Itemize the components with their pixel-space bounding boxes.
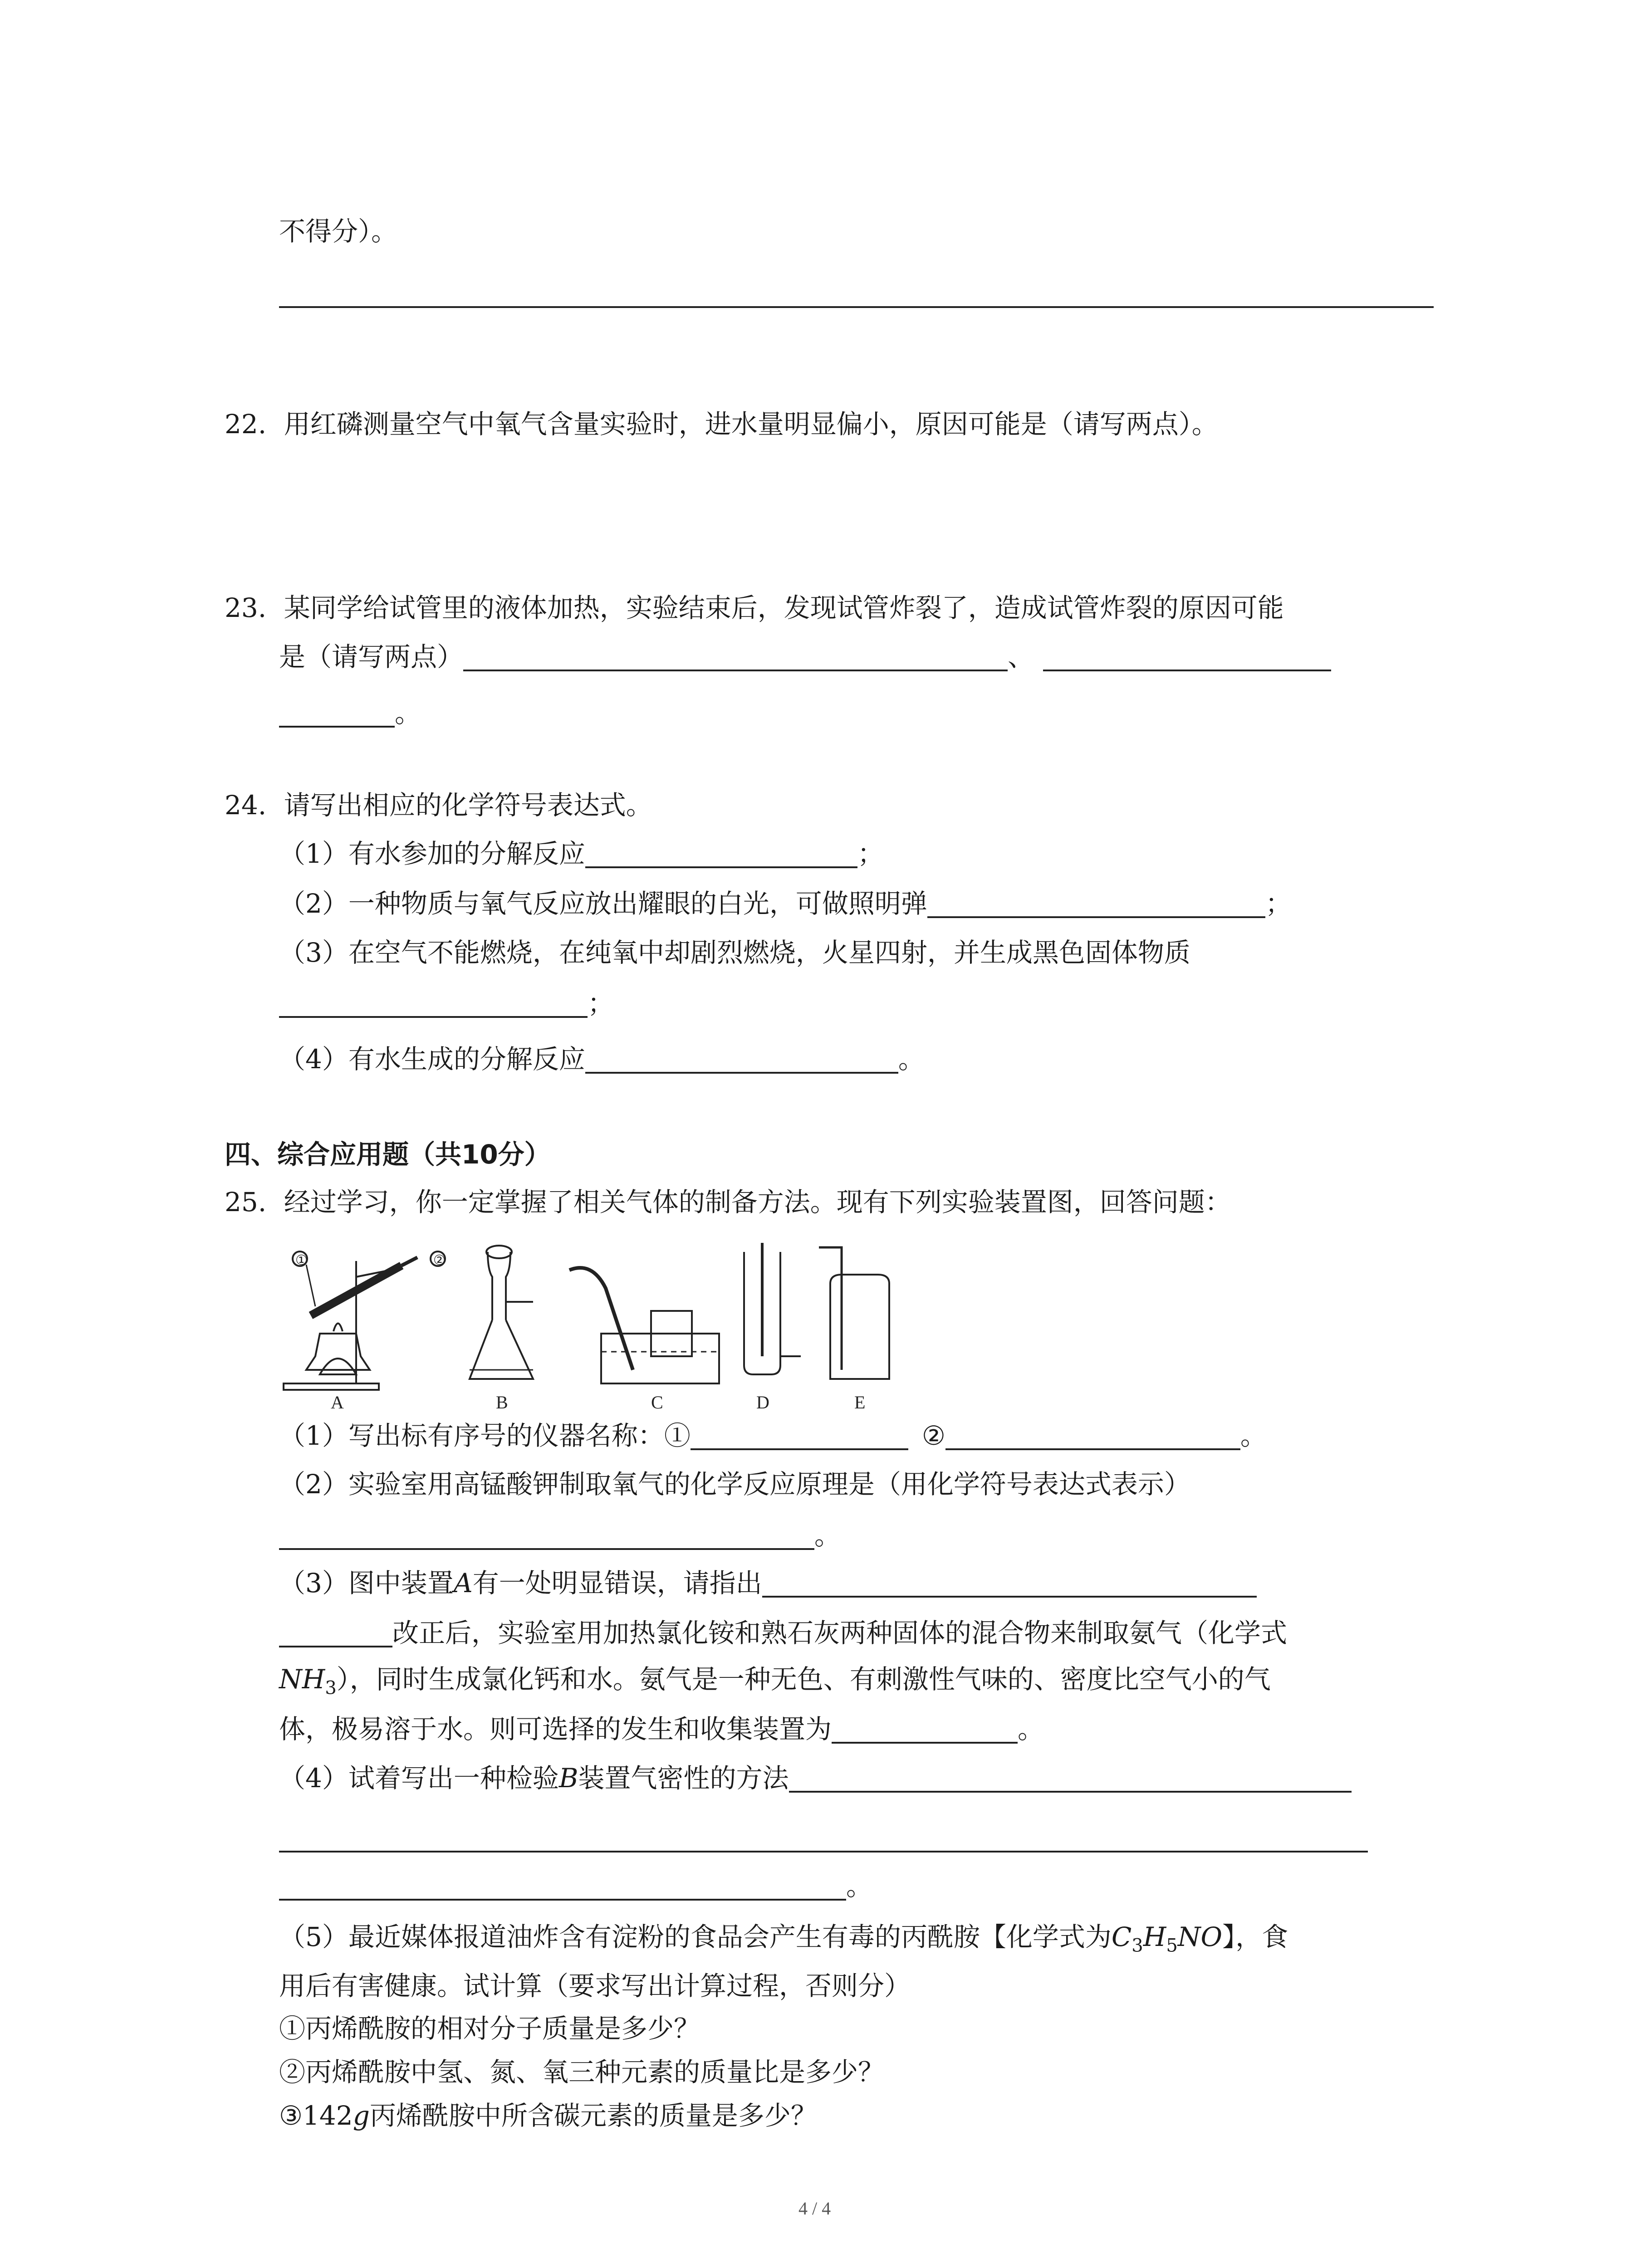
mark-2: ②: [433, 1253, 446, 1268]
apparatus-b: [431, 1246, 533, 1413]
q25-number: 25.: [225, 1187, 267, 1217]
q25-part1: [279, 1418, 1267, 1454]
q25-part4-end: 。: [846, 1871, 873, 1901]
flame: [333, 1324, 343, 1332]
unit-g: g: [353, 2100, 370, 2131]
apparatus-c: [569, 1268, 719, 1413]
q25-part4-text: （4）试着写出一种检验: [279, 1763, 559, 1794]
stand-base: [284, 1383, 379, 1390]
page-number: 4 / 4: [798, 2198, 831, 2219]
q25-blank-6[interactable]: [832, 1718, 1018, 1744]
q24-part4-text: （4）有水生成的分解反应: [279, 1044, 585, 1075]
q24-part3-line2: [279, 985, 614, 1022]
q25-part5-text2: 】，食: [1222, 1921, 1288, 1952]
q25-part5-line2: 用后有害健康。试计算（要求写出计算过程，否则分）: [279, 1970, 911, 2001]
q25-blank-5[interactable]: [279, 1622, 392, 1647]
alcohol-lamp: [320, 1359, 356, 1374]
q25-part2-end: 。: [814, 1520, 841, 1551]
q25-part2-line2: [279, 1517, 841, 1554]
q25-blank-4[interactable]: [762, 1572, 1257, 1598]
formula-c: C: [1111, 1921, 1132, 1952]
q24-part1-end: ；: [857, 838, 884, 869]
nh3-subscript: 3: [325, 1677, 337, 1699]
formula-h-sub: 5: [1166, 1935, 1178, 1956]
stopper: [402, 1257, 417, 1266]
q22: [225, 406, 1218, 442]
q25-part4: [279, 1760, 1352, 1796]
label-d: D: [756, 1392, 769, 1413]
q25-part1-text: （1）写出标有序号的仪器名称：①: [279, 1420, 691, 1451]
q24-part4-end: 。: [898, 1044, 925, 1075]
q22-number: 22.: [225, 409, 267, 440]
q23-line2: [279, 639, 1331, 675]
q23-number: 23.: [225, 592, 267, 623]
q23-end: 。: [395, 698, 421, 728]
label-b: B: [496, 1392, 508, 1413]
q25-sub2: ②丙烯酰胺中氢、氮、氧三种元素的质量比是多少？: [279, 2057, 885, 2087]
formula-no: NO: [1177, 1921, 1223, 1952]
q25-part4-line3: [279, 1868, 872, 1904]
q25-answer-line-8[interactable]: [279, 1851, 1368, 1853]
q25-sub3: [279, 2097, 817, 2134]
water-trough: [601, 1334, 719, 1383]
q25-sub1: ①丙烯酰胺的相对分子质量是多少？: [279, 2013, 700, 2044]
nh3-formula: NH: [279, 1664, 325, 1695]
funnel-top: [486, 1246, 512, 1258]
q24: [225, 787, 652, 823]
q25-part4-text2: 装置气密性的方法: [578, 1763, 789, 1794]
q25-part3-line2-text: 改正后，实验室用加热氯化铵和熟石灰两种固体的混合物来制取氨气（化学式: [392, 1618, 1288, 1648]
q25-sub3-text2: 丙烯酰胺中所含碳元素的质量是多少？: [369, 2100, 817, 2131]
q25-part3-line4: [279, 1711, 1044, 1747]
q25-part5: [279, 1919, 1288, 1964]
q22-text: 用红磷测量空气中氧气含量实验时，进水量明显偏小，原因可能是（请写两点）。: [284, 409, 1218, 440]
q25-intro: 经过学习，你一定掌握了相关气体的制备方法。现有下列实验装置图，回答问题：: [284, 1187, 1231, 1217]
q25-part2: （2）实验室用高锰酸钾制取氧气的化学反应原理是（用化学符号表达式表示）: [279, 1469, 1190, 1500]
gas-jar-e: [830, 1275, 889, 1379]
q25-part5-text: （5）最近媒体报道油炸含有淀粉的食品会产生有毒的丙酰胺【化学式为: [279, 1921, 1112, 1952]
q24-blank-1[interactable]: [585, 843, 857, 868]
q25-part3-line3-text: ），同时生成氯化钙和水。氨气是一种无色、有刺激性气味的、密度比空气小的气: [336, 1664, 1271, 1695]
q25: [225, 1184, 1231, 1220]
q21-tail: 不得分）。: [279, 216, 398, 247]
label-e: E: [854, 1392, 866, 1413]
q24-part4: [279, 1041, 925, 1077]
q24-blank-2[interactable]: [927, 893, 1265, 918]
apparatus-d: [744, 1243, 801, 1413]
q23-line3: [279, 695, 421, 731]
q25-blank-9[interactable]: [279, 1875, 846, 1901]
apparatus-e: [819, 1247, 889, 1413]
q23-blank-1[interactable]: [463, 646, 1008, 671]
q23-separator: 、: [1008, 641, 1034, 672]
apparatus-a: [284, 1251, 417, 1413]
q21-answer-line[interactable]: [279, 306, 1434, 308]
q23-blank-2[interactable]: [1043, 646, 1331, 671]
q24-number: 24.: [225, 790, 267, 821]
q25-blank-3[interactable]: [279, 1525, 814, 1550]
formula-c-sub: 3: [1132, 1935, 1143, 1956]
q24-part2-text: （2）一种物质与氧气反应放出耀眼的白光，可做照明弹: [279, 888, 927, 919]
q25-part3: [279, 1565, 1257, 1601]
q23-blank-3[interactable]: [279, 702, 395, 728]
q23-line2-text: 是（请写两点）: [279, 641, 464, 672]
q25-blank-1[interactable]: [691, 1425, 908, 1450]
q25-part3-text2: 有一处明显错误，请指出: [472, 1568, 762, 1598]
q24-part2-end: ；: [1265, 888, 1292, 919]
formula-h: H: [1143, 1921, 1166, 1952]
q25-part3-line2: [279, 1615, 1287, 1651]
q24-part3-end: ；: [588, 988, 614, 1019]
q25-blank-2[interactable]: [945, 1425, 1240, 1450]
q25-part3-end: 。: [1018, 1714, 1044, 1745]
device-a-ref: A: [453, 1568, 473, 1598]
q25-part1-end: 。: [1240, 1420, 1267, 1451]
section4-heading: 四、综合应用题（共10分）: [225, 1139, 551, 1170]
q24-part3: （3）在空气不能燃烧，在纯氧中却剧烈燃烧，火星四射，并生成黑色固体物质: [279, 937, 1190, 968]
label-a: A: [331, 1392, 344, 1413]
funnel-stem-left: [488, 1252, 492, 1320]
tripod: [306, 1334, 370, 1370]
q25-part3-line4-text: 体，极易溶于水。则可选择的发生和收集装置为: [279, 1714, 832, 1745]
q24-blank-4[interactable]: [585, 1048, 898, 1074]
q25-part1-mark2: ②: [921, 1420, 945, 1451]
q25-part3-text: （3）图中装置: [279, 1568, 454, 1598]
q24-part2: [279, 885, 1292, 922]
q25-sub3-text: ③142: [279, 2100, 353, 2131]
q23: [225, 590, 1284, 626]
mark-1: ①: [295, 1253, 308, 1268]
device-b-ref: B: [558, 1763, 578, 1794]
q24-blank-3[interactable]: [279, 992, 588, 1018]
q25-part3-line3: [279, 1661, 1271, 1706]
q24-part1-text: （1）有水参加的分解反应: [279, 838, 585, 869]
q24-part1: [279, 836, 884, 872]
q24-intro: 请写出相应的化学符号表达式。: [284, 790, 652, 821]
q25-blank-7[interactable]: [789, 1767, 1352, 1793]
label-c: C: [651, 1392, 663, 1413]
q23-line1: 某同学给试管里的液体加热，实验结束后，发现试管炸裂了，造成试管炸裂的原因可能: [284, 592, 1284, 623]
apparatus-figure: [279, 1234, 928, 1415]
